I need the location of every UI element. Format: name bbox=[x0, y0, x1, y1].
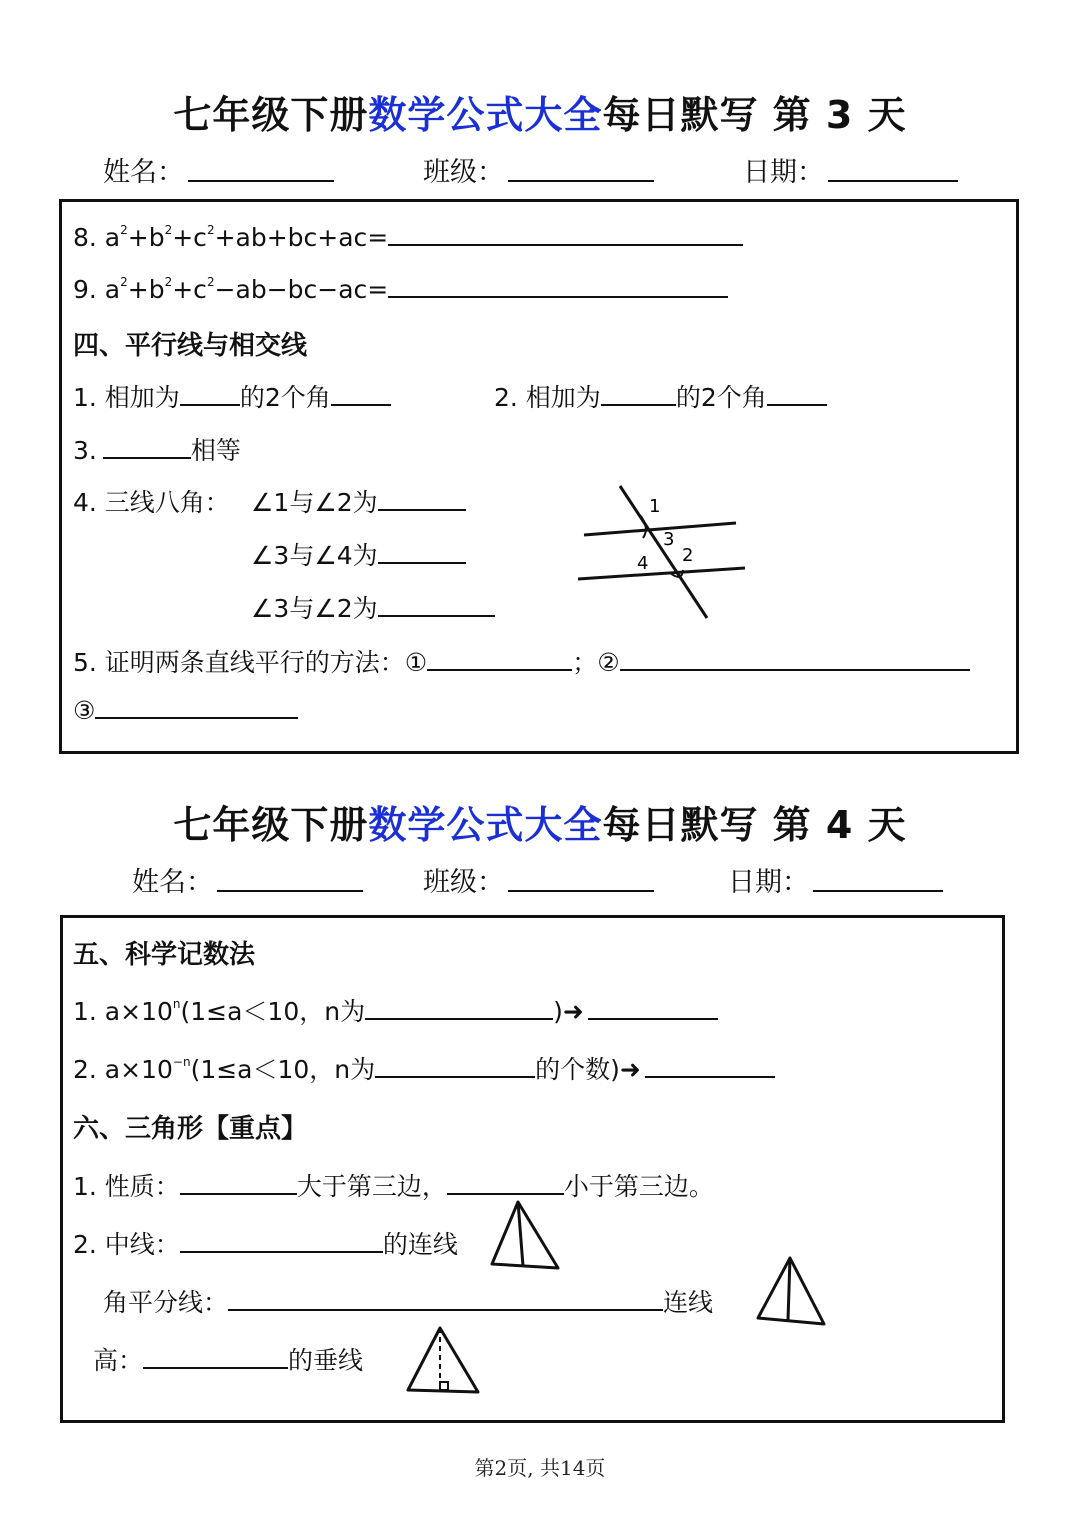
day3-item9 bbox=[73, 274, 728, 304]
angle-label-3: 3 bbox=[663, 529, 675, 550]
s1-blank-b[interactable] bbox=[588, 996, 718, 1020]
p5-blank-1[interactable] bbox=[427, 647, 572, 671]
t4-text: 高： bbox=[93, 1346, 144, 1375]
day3-p5-third bbox=[73, 695, 298, 725]
day4-s2 bbox=[73, 1050, 775, 1086]
day4-t3 bbox=[103, 1283, 713, 1319]
day4-name-label: 姓名： bbox=[132, 867, 213, 898]
day4-s1 bbox=[73, 992, 718, 1028]
title-prefix: 七年级下册 bbox=[173, 93, 369, 137]
p2-text: 的2个角 bbox=[675, 383, 767, 412]
p5-text: ；② bbox=[572, 648, 620, 677]
exponent: n bbox=[172, 997, 181, 1011]
t1-text: 小于第三边。 bbox=[563, 1172, 714, 1201]
t2-blank[interactable] bbox=[180, 1229, 383, 1253]
angle-label-4: 4 bbox=[637, 553, 649, 574]
day3-name-label: 姓名： bbox=[103, 157, 184, 188]
p4-blank-1[interactable] bbox=[378, 487, 466, 511]
exponent: 2 bbox=[164, 223, 173, 237]
transversal-line bbox=[620, 486, 707, 618]
s2-text: 2. a×10 bbox=[73, 1055, 173, 1084]
exponent: 2 bbox=[206, 223, 215, 237]
s2-blank-a[interactable] bbox=[375, 1054, 535, 1078]
p1-blank-a[interactable] bbox=[180, 382, 240, 406]
item8-answer-blank[interactable] bbox=[388, 222, 743, 246]
day4-t4 bbox=[93, 1341, 363, 1377]
t3-text: 角平分线： bbox=[103, 1288, 229, 1317]
t3-blank[interactable] bbox=[228, 1287, 663, 1311]
day3-name-field[interactable] bbox=[188, 158, 334, 182]
item8-text: +c bbox=[172, 223, 207, 252]
day4-title bbox=[0, 794, 1080, 849]
day3-p4-label: 4. 三线八角： bbox=[73, 488, 230, 517]
s1-text: (1≤a＜10，n为 bbox=[180, 997, 366, 1026]
day4-class-field[interactable] bbox=[508, 868, 654, 892]
day4-t1 bbox=[73, 1167, 714, 1203]
p2-blank-b[interactable] bbox=[767, 382, 827, 406]
p1-text: 的2个角 bbox=[239, 383, 331, 412]
p5-text: 5. 证明两条直线平行的方法：① bbox=[73, 648, 428, 677]
p2-blank-a[interactable] bbox=[601, 382, 676, 406]
s1-text: 1. a×10 bbox=[73, 997, 173, 1026]
exponent: −n bbox=[172, 1055, 191, 1069]
t1-blank-a[interactable] bbox=[180, 1171, 297, 1195]
parallel-line-top bbox=[584, 523, 736, 535]
day3-item8 bbox=[73, 222, 743, 252]
t1-blank-b[interactable] bbox=[447, 1171, 564, 1195]
title-suffix: 每日默写 第 4 天 bbox=[602, 803, 907, 847]
angle-label-2: 2 bbox=[682, 545, 694, 566]
s1-blank-a[interactable] bbox=[365, 996, 553, 1020]
parallel-line-bottom bbox=[578, 568, 745, 579]
day4-class-label: 班级： bbox=[423, 867, 504, 898]
p4-blank-2[interactable] bbox=[378, 540, 466, 564]
p4-text: ∠3与∠2为 bbox=[251, 594, 378, 623]
item8-text: 8. a bbox=[73, 223, 121, 252]
item8-text: +ab+bc+ac= bbox=[214, 223, 389, 252]
day3-p4-angle12 bbox=[251, 483, 466, 519]
t3-text: 连线 bbox=[663, 1288, 714, 1317]
t4-text: 的垂线 bbox=[288, 1346, 364, 1375]
day3-class-label: 班级： bbox=[423, 157, 504, 188]
day3-p2 bbox=[494, 378, 827, 414]
exponent: 2 bbox=[120, 275, 128, 289]
item8-text: +b bbox=[127, 223, 165, 252]
day4-name-field[interactable] bbox=[217, 868, 363, 892]
t4-blank[interactable] bbox=[143, 1345, 288, 1369]
day3-date-label: 日期： bbox=[743, 157, 824, 188]
exponent: 2 bbox=[206, 275, 215, 289]
day4-date-field[interactable] bbox=[813, 868, 943, 892]
s2-blank-b[interactable] bbox=[645, 1054, 775, 1078]
exponent: 2 bbox=[120, 223, 128, 237]
t2-text: 2. 中线： bbox=[73, 1230, 180, 1259]
page-footer: 第2页, 共14页 bbox=[474, 1456, 606, 1480]
day4-t2 bbox=[73, 1225, 458, 1261]
angle-label-1: 1 bbox=[649, 496, 661, 517]
item9-text: −ab−bc−ac= bbox=[214, 275, 389, 304]
title-prefix: 七年级下册 bbox=[173, 803, 369, 847]
day3-p4-angle32 bbox=[251, 589, 495, 625]
day3-p4-angle34 bbox=[251, 536, 466, 572]
p3-text: 相等 bbox=[190, 436, 241, 465]
s1-text: )➜ bbox=[553, 997, 584, 1026]
title-highlight: 数学公式大全 bbox=[368, 803, 603, 847]
title-highlight: 数学公式大全 bbox=[368, 93, 603, 137]
section-5-heading: 五、科学记数法 bbox=[73, 940, 256, 970]
title-suffix: 每日默写 第 3 天 bbox=[602, 93, 907, 137]
p2-text: 2. 相加为 bbox=[494, 383, 601, 412]
day3-p3 bbox=[73, 431, 241, 467]
p4-text: ∠3与∠4为 bbox=[251, 541, 378, 570]
p5-blank-3[interactable] bbox=[95, 695, 298, 719]
angle-bisector-triangle-figure bbox=[752, 1252, 832, 1330]
p4-blank-3[interactable] bbox=[378, 593, 495, 617]
day3-p5 bbox=[73, 643, 970, 679]
item9-answer-blank[interactable] bbox=[388, 274, 728, 298]
day4-date-label: 日期： bbox=[728, 867, 809, 898]
item9-text: +c bbox=[172, 275, 207, 304]
section-4-heading: 四、平行线与相交线 bbox=[73, 331, 308, 361]
p3-blank[interactable] bbox=[103, 435, 191, 459]
t1-text: 大于第三边， bbox=[296, 1172, 447, 1201]
s2-text: 的个数)➜ bbox=[535, 1055, 641, 1084]
item9-text: +b bbox=[127, 275, 165, 304]
day3-date-field[interactable] bbox=[828, 158, 958, 182]
p5-blank-2[interactable] bbox=[620, 647, 970, 671]
p1-blank-b[interactable] bbox=[331, 382, 391, 406]
median-triangle-figure bbox=[486, 1196, 566, 1274]
section-6-heading: 六、三角形【重点】 bbox=[73, 1114, 308, 1144]
exponent: 2 bbox=[164, 275, 173, 289]
t1-text: 1. 性质： bbox=[73, 1172, 180, 1201]
p5-text: ③ bbox=[73, 696, 96, 725]
s2-text: (1≤a＜10，n为 bbox=[190, 1055, 376, 1084]
p4-text: ∠1与∠2为 bbox=[251, 488, 378, 517]
day3-p1 bbox=[73, 378, 391, 414]
day3-title bbox=[0, 84, 1080, 139]
day3-class-field[interactable] bbox=[508, 158, 654, 182]
altitude-triangle-figure bbox=[402, 1322, 486, 1398]
t2-text: 的连线 bbox=[382, 1230, 458, 1259]
three-lines-eight-angles-figure bbox=[570, 478, 760, 628]
p3-text: 3. bbox=[73, 436, 97, 465]
item9-text: 9. a bbox=[73, 275, 121, 304]
p1-text: 1. 相加为 bbox=[73, 383, 180, 412]
